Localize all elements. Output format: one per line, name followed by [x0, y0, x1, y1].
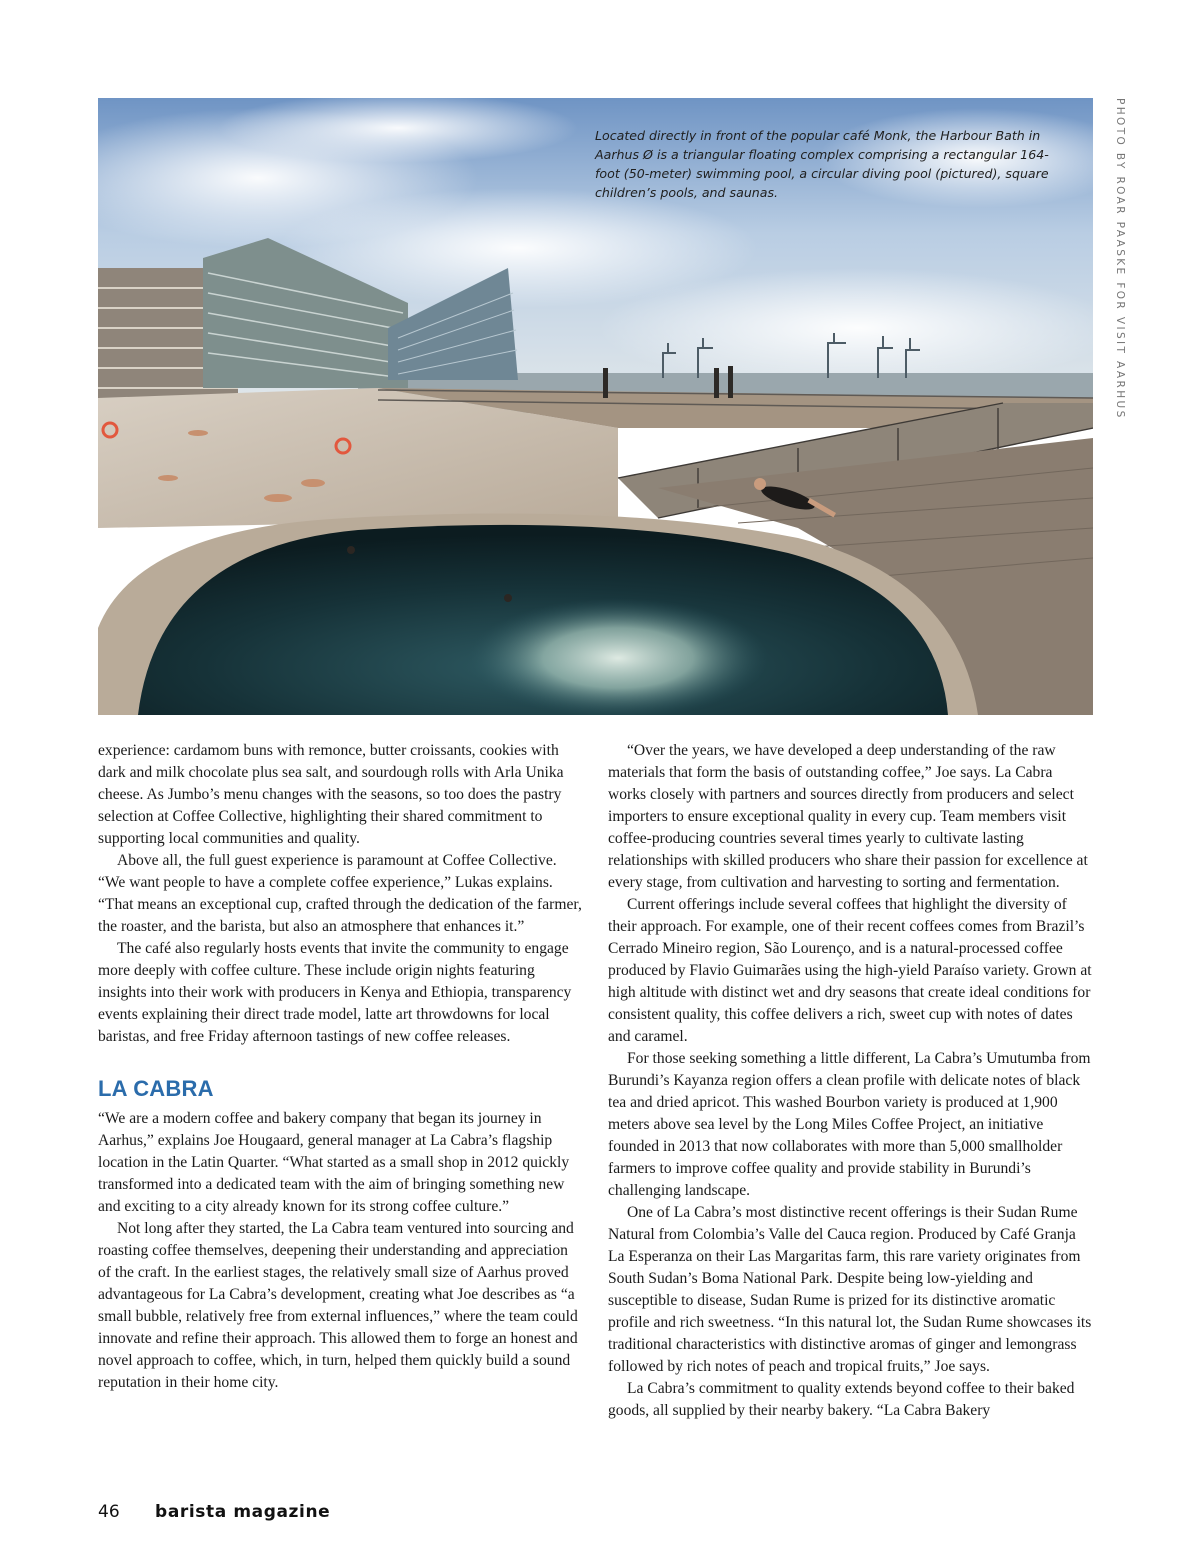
photo-credit: PHOTO BY ROAR PAASKE FOR VISIT AARHUS — [1114, 98, 1126, 420]
body-paragraph: Current offerings include several coffees that highlight the diversity of their approach. For example, one of their recent coffees comes from Brazil’s Cerrado Mineiro region, São Lourenço, and is a natural-processed coffee produced by Flavio Guimarães using the high-yield Paraíso variety. Grown at high altitude with distinct wet and dry seasons that create ideal conditions for consistent quality, this coffee delivers a rich, sweet cup with notes of dates and caramel. — [608, 896, 1092, 1045]
body-paragraph: Not long after they started, the La Cabra team ventured into sourcing and roasting coffee themselves, deepening their understanding and appreciation of the craft. In the earliest stages, the relatively small size of Aarhus proved advantageous for La Cabra’s development, creating what Joe describes as “a small bubble, relatively free from external influences,” where the team could innovate and refine their approach. This allowed them to forge an honest and novel approach to coffee, which, in turn, helped them quickly build a sound reputation in their home city. — [98, 1220, 578, 1391]
body-paragraph: experience: cardamom buns with remonce, butter croissants, cookies with dark and milk chocolate plus sea salt, and sourdough rolls with Arla Unika cheese. As Jumbo’s menu changes with the seasons, so too does the pastry selection at Coffee Collective, highlighting their shared commitment to supporting local communities and quality. — [98, 742, 564, 847]
photo-caption: Located directly in front of the popular café Monk, the Harbour Bath in Aarhus Ø is a triangular floating complex comprising a rectangular 164-foot (50-meter) swimming pool, a circular diving pool (pictured), square children’s pools, and saunas. — [595, 128, 1049, 200]
magazine-name: barista magazine — [155, 1502, 331, 1522]
right-column — [608, 740, 1094, 1422]
body-paragraph: Above all, the full guest experience is paramount at Coffee Collective. “We want people to have a complete coffee experience,” Lukas explains. “That means an exceptional cup, crafted through the dedication of the farmer, the roaster, and the barista, but also an atmosphere that enhances it.” — [98, 852, 582, 935]
section-heading-la-cabra: LA CABRA — [98, 1076, 214, 1101]
body-paragraph: One of La Cabra’s most distinctive recent offerings is their Sudan Rume Natural from Colombia’s Valle del Cauca region. Produced by Café Granja La Esperanza on their Las Margaritas farm, this rare variety originates from South Sudan’s Boma National Park. Despite being low-yielding and susceptible to disease, Sudan Rume is prized for its distinctive aromatic profile and rich sweetness. “In this natural lot, the Sudan Rume showcases its traditional characteristics with distinctive aromas of ginger and lemongrass followed by rich notes of peach and tropical fruits,” Joe says. — [608, 1204, 1092, 1375]
body-paragraph: “Over the years, we have developed a deep understanding of the raw materials that form the basis of outstanding coffee,” Joe says. La Cabra works closely with partners and sources directly from producers and select importers to ensure exceptional quality in every cup. Team members visit coffee-producing countries several times yearly to cultivate lasting relationships with skilled producers who share their passion for excellence at every stage, from cultivation and harvesting to sorting and fermentation. — [608, 742, 1088, 891]
body-paragraph: “We are a modern coffee and bakery company that began its journey in Aarhus,” explains Joe Hougaard, general manager at La Cabra’s flagship location in the Latin Quarter. “What started as a small shop in 2012 quickly transformed into a dedicated team with the aim of bringing something new and exciting to a city already known for its strong coffee culture.” — [98, 1110, 570, 1215]
body-paragraph: The café also regularly hosts events that invite the community to engage more deeply with coffee culture. These include origin nights featuring insights into their work with producers in Kenya and Ethiopia, transparency events explaining their direct trade model, latte art throwdowns for local baristas, and free Friday afternoon tastings of new coffee releases. — [98, 940, 572, 1045]
page-number: 46 — [98, 1502, 120, 1522]
page-footer — [98, 1502, 330, 1522]
left-column — [98, 740, 584, 1394]
body-paragraph: For those seeking something a little different, La Cabra’s Umutumba from Burundi’s Kayanza region offers a clean profile with delicate notes of black tea and dried apricot. This washed Bourbon variety is produced at 1,900 meters above sea level by the Long Miles Coffee Project, an initiative founded in 2013 that now collaborates with more than 5,000 smallholder farmers to improve coffee quality and provide stability in Burundi’s challenging landscape. — [608, 1050, 1091, 1199]
body-paragraph: La Cabra’s commitment to quality extends beyond coffee to their baked goods, all supplied by their nearby bakery. “La Cabra Bakery — [608, 1380, 1075, 1419]
